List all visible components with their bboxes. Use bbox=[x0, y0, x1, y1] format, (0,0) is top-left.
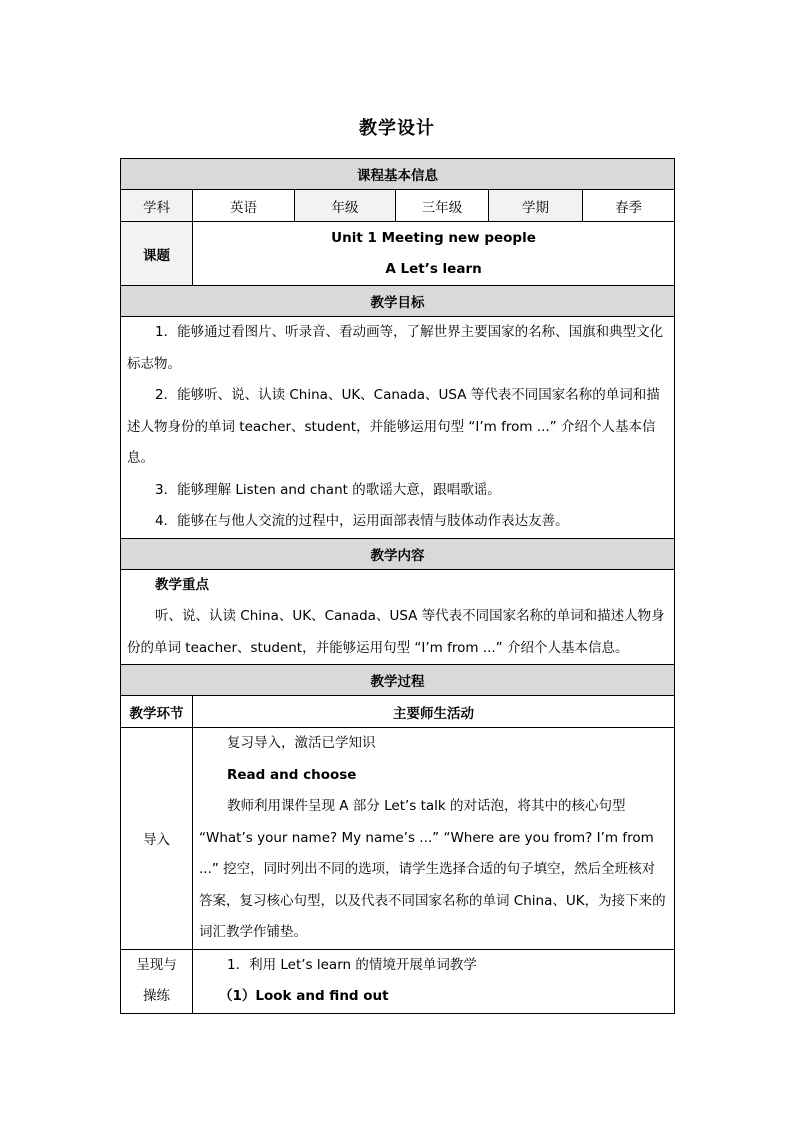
process-header: 教学过程 bbox=[121, 665, 675, 696]
topic-unit: Unit 1 Meeting new people bbox=[331, 229, 536, 246]
lesson-plan-table bbox=[120, 158, 675, 1014]
stage-column-header: 教学环节 bbox=[121, 696, 193, 728]
subject-label: 学科 bbox=[121, 190, 193, 222]
topic-label: 课题 bbox=[121, 222, 193, 286]
key-point-text: 听、说、认读 China、UK、Canada、USA 等代表不同国家名称的单词和描述人物身份的单词 teacher、student，并能够运用句型 “I’m from ...” 介绍个人基本信息。 bbox=[127, 608, 665, 656]
intro-activity-title: Read and choose bbox=[227, 766, 357, 783]
key-point-label: 教学重点 bbox=[155, 576, 209, 593]
intro-stage: 导入 bbox=[121, 728, 193, 950]
objective-item: 4．能够在与他人交流的过程中，运用面部表情与肢体动作表达友善。 bbox=[155, 513, 569, 529]
content-header: 教学内容 bbox=[121, 538, 675, 569]
present-stage-line: 呈现与 bbox=[136, 956, 177, 973]
intro-activities bbox=[193, 728, 675, 950]
document-title: 教学设计 bbox=[359, 118, 435, 139]
subject-value: 英语 bbox=[193, 190, 295, 222]
present-stage-line: 操练 bbox=[143, 988, 170, 1004]
objectives-header: 教学目标 bbox=[121, 286, 675, 317]
activity-column-header: 主要师生活动 bbox=[193, 696, 675, 728]
objective-item: 1．能够通过看图片、听录音、看动画等，了解世界主要国家的名称、国旗和典型文化标志物。 bbox=[127, 324, 664, 372]
present-stage bbox=[121, 949, 193, 1013]
objective-item: 2．能够听、说、认读 China、UK、Canada、USA 等代表不同国家名称的单词和描述人物身份的单词 teacher、student，并能够运用句型 “I’m from ...” 介绍个人基本信息。 bbox=[127, 387, 660, 466]
objectives-body bbox=[121, 317, 675, 539]
topic-value bbox=[193, 222, 675, 286]
basic-info-header: 课程基本信息 bbox=[121, 159, 675, 190]
term-label: 学期 bbox=[489, 190, 583, 222]
topic-section: A Let’s learn bbox=[385, 260, 482, 277]
present-step: 1．利用 Let’s learn 的情境开展单词教学 bbox=[227, 956, 477, 973]
grade-label: 年级 bbox=[295, 190, 396, 222]
term-value: 春季 bbox=[583, 190, 675, 222]
intro-line: 复习导入，激活已学知识 bbox=[227, 735, 376, 751]
present-activities bbox=[193, 949, 675, 1013]
objective-item: 3．能够理解 Listen and chant 的歌谣大意，跟唱歌谣。 bbox=[155, 481, 501, 498]
intro-description: 教师利用课件呈现 A 部分 Let’s talk 的对话泡，将其中的核心句型 “What’s your name? My name’s ...” “Where are you from? I’m from ...” 挖空，同时列出不同的选项，请学生选择合适的句子填空，然后全班核对答案，复习核心句型，以及代表不同国家名称的单词 China、UK，为接下来的词汇教学作铺垫。 bbox=[199, 798, 666, 940]
grade-value: 三年级 bbox=[396, 190, 489, 222]
content-body bbox=[121, 569, 675, 665]
present-substep: （1）Look and find out bbox=[219, 988, 389, 1004]
